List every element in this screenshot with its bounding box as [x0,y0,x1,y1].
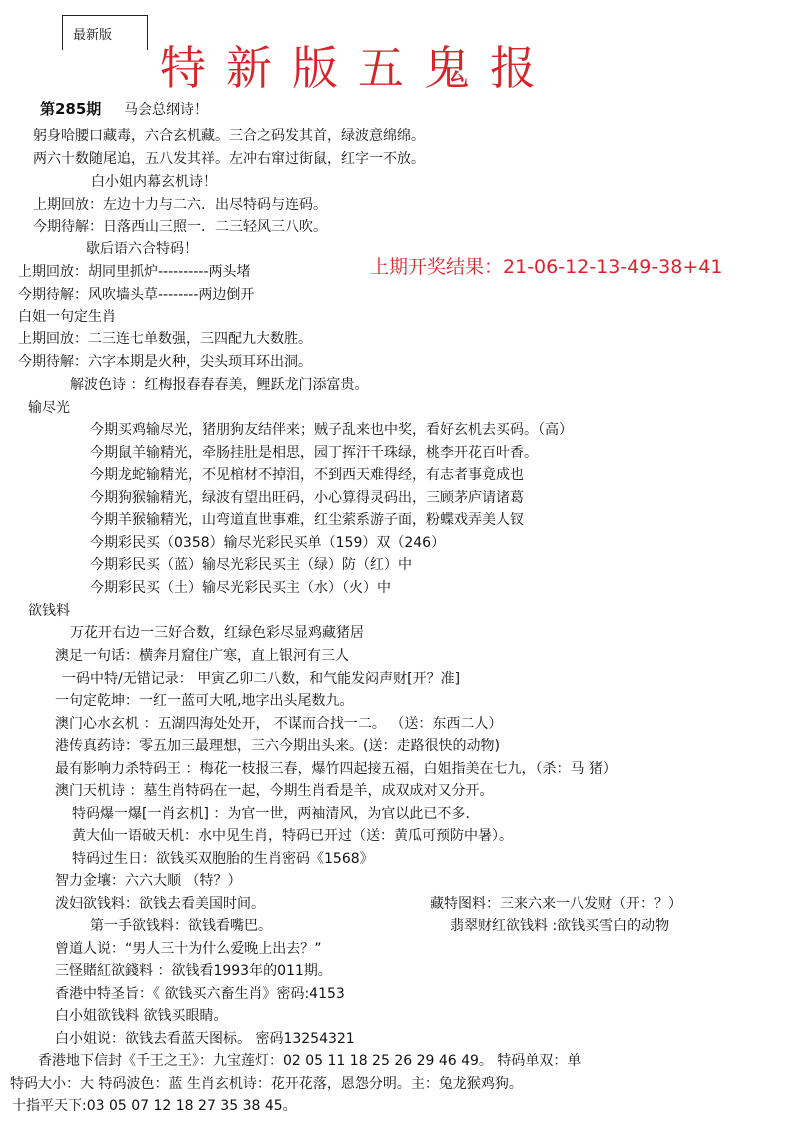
text-line: 香港地下信封《千王之王》：九宝莲灯：02 05 11 18 25 26 29 46 49。 特码单双：单 [38,1053,582,1069]
text-line: 藏特图料：三来六来一八发财（开：？） [430,896,682,912]
text-line: 十指平天下:03 05 07 12 18 27 35 38 45。 [12,1098,297,1114]
page-title: 特新版五鬼报 [160,41,556,95]
text-line: 上期回放：胡同里抓炉----------两头堵 [18,264,251,280]
text-line: 澳足一句话：横奔月窟住广寒，直上银河有三人 [55,648,349,664]
text-line: 今期彩民买（蓝）输尽光彩民买主（绿）防（红）中 [90,557,412,573]
text-line: 黄大仙一语破天机：水中见生肖，特码已开过（送：黄瓜可预防中暑）。 [72,828,513,844]
last-draw-label: 上期开奖结果： [370,256,504,278]
text-line: 两六十数随尾追，五八发其祥。左冲右窜过街鼠，红字一不放。 [33,151,425,167]
text-line: 翡翠财红欲钱料 :欲钱买雪白的动物 [450,918,670,934]
text-line: 澳门天机诗 ：墓生肖特码在一起，今期生肖看是羊，成双成对又分开。 [55,783,494,799]
text-line: 今期羊猴输精光，山弯道直世事难，红尘萦系游子面，粉蝶戏弄美人钗 [90,512,524,528]
text-line: 特码过生日：欲钱买双胞胎的生肖密码《1568》 [72,851,374,867]
text-line: 今期龙蛇输精光，不见棺材不掉泪，不到西天难得经，有志者事竟成也 [90,467,524,483]
text-line: 特码爆一爆[一肖玄机] ：为官一世，两袖清风，为官以此已不多. [72,806,470,822]
text-line: 躬身哈腰口藏毒，六合玄机藏。三合之码发其首，绿波意绵绵。 [33,128,425,144]
text-line: 一句定乾坤：一红一蓝可大吼,地字出头尾数九。 [55,693,354,709]
issue-number: 第285期 [40,100,102,118]
text-line: 解波色诗 ：红梅报春春春美，鲤跃龙门添富贵。 [70,377,369,393]
text-line: 最有影响力杀特码王 ：梅花一枝报三春，爆竹四起接五福，白姐指美在七九，（杀：马 猪） [55,761,617,777]
text-line: 歇后语六合特码！ [86,241,198,257]
text-line: 万花开右边一三好合数，红绿色彩尽显鸡藏猪居 [70,625,364,641]
text-line: 上期回放：二三连七单数强，三四配九大数胜。 [18,331,312,347]
text-line: 欲钱料 [28,603,70,619]
text-line: 三怪賭紅欲錢料 ：欲钱看1993年的011期。 [55,963,332,979]
text-line: 马会总纲诗！ [124,102,208,118]
text-line: 上期回放：左边十力与二六．出尽特码与连码。 [33,197,327,213]
text-line: 特码大小：大 特码波色：蓝 生肖玄机诗：花开花落，恩怨分明。主：兔龙猴鸡狗。 [10,1076,523,1092]
text-line: 泼妇欲钱料：欲钱去看美国时间。 [55,896,265,912]
edition-badge [62,15,148,50]
text-line: 今期待解：日落西山三照一．二三轻风三八吹。 [33,219,327,235]
text-line: 今期彩民买（土）输尽光彩民买主（水）（火）中 [90,580,391,596]
last-draw-result [370,252,722,279]
text-line: 港传真药诗：零五加三最理想，三六今期出头来。(送：走路很快的动物) [55,738,500,754]
text-line: 曾道人说：“男人三十为什么爱晚上出去？” [55,941,322,957]
text-line: 一码中特/无错记录： 甲寅乙卯二八数，和气能发闷声财[开？准] [62,671,461,687]
edition-badge-label: 最新版 [73,28,113,43]
text-line: 智力金壤：六六大顺 （特？） [55,873,242,889]
text-line: 第一手欲钱料：欲钱看嘴巴。 [90,918,272,934]
text-line: 今期彩民买（0358）输尽光彩民买单（159）双（246） [90,535,446,551]
text-line: 白小姐欲钱料 欲钱买眼睛。 [55,1008,228,1024]
text-line: 今期买鸡输尽光，猪朋狗友结伴来；贼子乱来也中奖，看好玄机去买码。（高） [90,422,573,438]
text-line: 白姐一句定生肖 [18,309,116,325]
text-line: 今期鼠羊输精光，牵肠挂肚是相思，园丁挥汗千珠绿，桃李开花百叶香。 [90,445,538,461]
last-draw-numbers: 21-06-12-13-49-38+41 [503,256,723,278]
text-line: 澳门心水玄机 ：五湖四海处处开， 不谋而合找一二。 （送：东西二人） [55,716,503,732]
text-line: 今期狗猴输精光，绿波有望出旺码，小心算得灵码出，三顾茅庐请诸葛 [90,490,524,506]
text-line: 香港中特圣旨：《 欲钱买六畜生肖》密码:4153 [55,986,345,1002]
text-line: 输尽光 [28,400,70,416]
text-line: 白小姐内幕玄机诗！ [91,174,217,190]
text-line: 今期待解：风吹墙头草--------两边倒开 [18,287,255,303]
text-line: 今期待解：六字本期是火种，尖头顼耳环出洞。 [18,354,312,370]
text-line: 白小姐说：欲钱去看蓝天图标。 密码13254321 [55,1031,355,1047]
